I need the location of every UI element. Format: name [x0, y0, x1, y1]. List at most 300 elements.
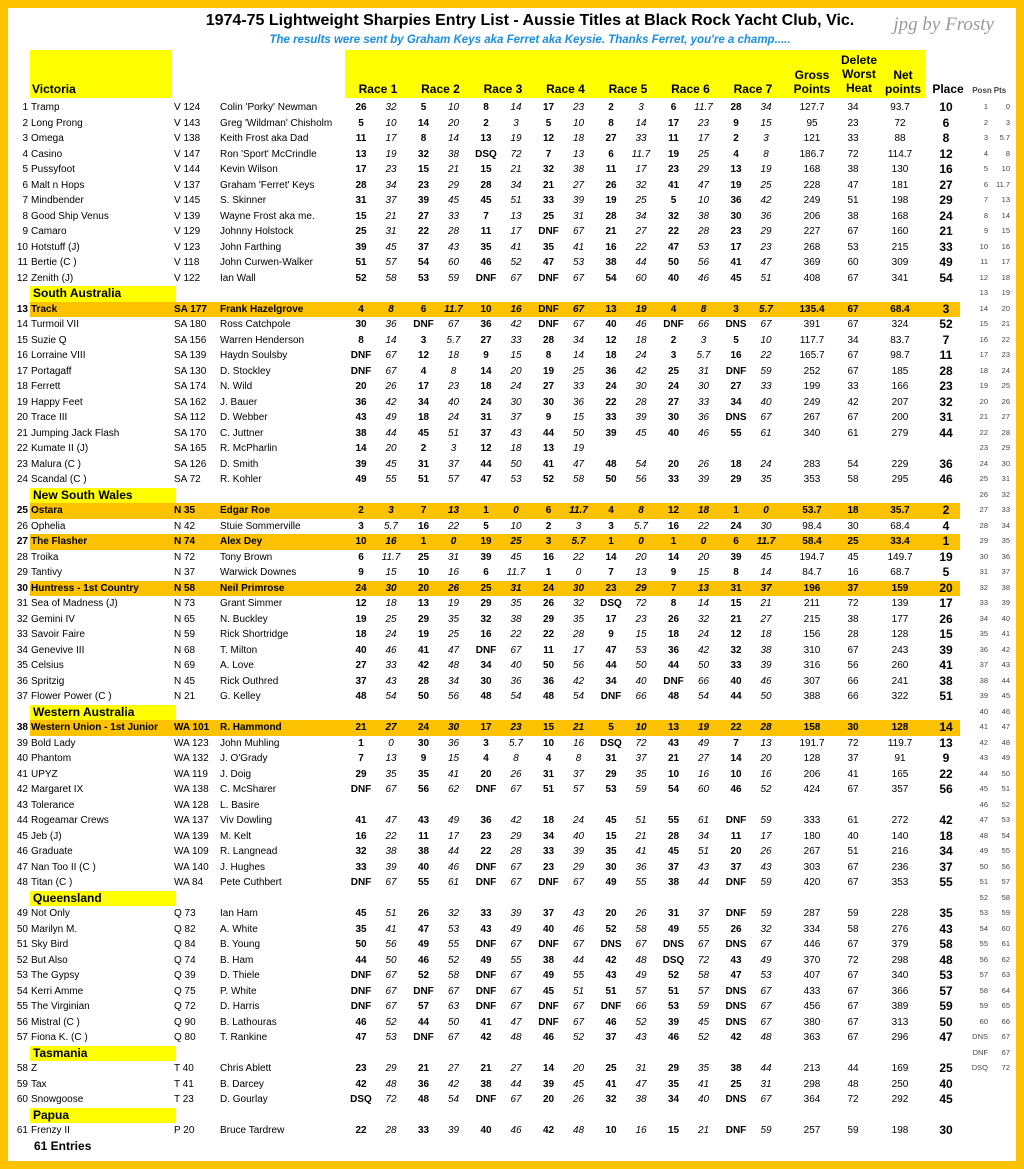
race-position: DNS: [725, 1094, 747, 1105]
race-points: 14: [385, 334, 397, 346]
net-points: 276: [891, 923, 909, 935]
race-position: 26: [605, 179, 617, 191]
boat-name: Snowgoose: [31, 1094, 84, 1105]
race-position: 1: [733, 505, 739, 516]
deleted-heat: 67: [847, 1032, 859, 1043]
race-position: 3: [420, 334, 427, 346]
place-value: 9: [942, 751, 950, 765]
race-points: 23: [572, 102, 585, 113]
table-row: [16, 379, 1016, 395]
race-position: DNF: [663, 675, 684, 687]
net-points: 228: [891, 908, 909, 919]
gross-points: 370: [803, 954, 821, 966]
race-position: 5: [670, 195, 677, 206]
boat-name: But Also: [31, 954, 68, 966]
ref-posn: 53: [979, 908, 988, 917]
place-value: 37: [939, 859, 953, 874]
race-points: 0: [763, 505, 769, 516]
race-position: 6: [545, 505, 552, 516]
race-points: 24: [572, 815, 585, 826]
race-points: 16: [635, 1125, 647, 1136]
table-row: [16, 1015, 1016, 1031]
boat-name: Huntress - 1st Country: [31, 582, 139, 594]
race-points: 32: [635, 179, 647, 191]
section-title: Papua: [30, 1108, 176, 1124]
ref-posn: 56: [979, 954, 988, 964]
race-points: 42: [760, 195, 772, 206]
race-position: 19: [480, 536, 492, 547]
state-header: Victoria: [32, 82, 76, 96]
race-position: 44: [480, 458, 492, 470]
race-position: 29: [542, 613, 555, 625]
race-position: 46: [667, 1032, 680, 1043]
place-value: 42: [939, 813, 953, 827]
race-position: 26: [667, 613, 680, 625]
race-position: 39: [480, 551, 492, 563]
gross-points: 227: [803, 226, 821, 237]
race-position: 7: [733, 737, 739, 749]
race-points: 23: [385, 164, 397, 175]
race-points: 10: [635, 722, 647, 733]
skipper-name: R. McPharlin: [220, 443, 278, 454]
section-title: Tasmania: [30, 1046, 176, 1062]
skipper-name: Rick Outhred: [220, 675, 279, 687]
race-points: 56: [447, 691, 460, 702]
race-position: 28: [480, 179, 492, 191]
net-points: 313: [891, 1016, 909, 1028]
place-value: 13: [939, 735, 953, 750]
race-points: 24: [760, 458, 772, 470]
net-points: 241: [891, 675, 909, 687]
place-value: 19: [939, 549, 953, 564]
skipper-name: R. Kohler: [220, 474, 262, 485]
race-position: 14: [417, 117, 430, 129]
ref-pts: 30: [1001, 458, 1010, 468]
net-points: 91: [894, 753, 906, 764]
race-position: 36: [355, 396, 367, 408]
skipper-name: J. Hughes: [220, 861, 266, 873]
race-position: DSQ: [600, 598, 622, 609]
race-points: 37: [760, 582, 772, 594]
race-points: 11.7: [506, 567, 526, 578]
page-title: 1974-75 Lightweight Sharpies Entry List - Aussie Titles at Black Rock Yacht Club, Vic.: [205, 12, 855, 29]
race-points: 50: [572, 427, 585, 439]
entry-number: 25: [16, 505, 28, 516]
race-points: 23: [760, 241, 772, 253]
race-points: 15: [510, 350, 522, 361]
ref-posn: 57: [979, 970, 988, 979]
skipper-name: Graham 'Ferret' Keys: [220, 179, 315, 191]
ref-posn: 35: [979, 629, 988, 638]
gross-points: 206: [803, 768, 821, 780]
race-points: 62: [447, 784, 460, 795]
boat-name: Long Prong: [31, 117, 83, 129]
skipper-name: D. Thiele: [220, 970, 260, 981]
sail-number: SA 170: [174, 427, 207, 439]
race-position: 16: [355, 830, 367, 842]
skipper-name: Ross Catchpole: [220, 319, 291, 330]
race-position: DNF: [538, 319, 559, 330]
ref-posn: 19: [979, 381, 988, 390]
race-position: 17: [417, 381, 430, 392]
boat-name: Ferrett: [31, 381, 61, 392]
race-points: 35: [447, 613, 460, 625]
entry-number: 30: [16, 582, 28, 594]
race-points: 58: [385, 272, 397, 284]
race-position: 38: [730, 1063, 742, 1074]
credit-text: jpg by Frosty: [893, 14, 994, 35]
race-points: 67: [635, 939, 647, 950]
race-points: 67: [572, 226, 585, 237]
race-position: 42: [355, 1078, 367, 1090]
boat-name: Genevive III: [31, 644, 85, 656]
race-points: 38: [760, 644, 772, 656]
place-value: 32: [939, 394, 953, 409]
race-points: 53: [510, 474, 522, 485]
table-row: [16, 844, 1016, 860]
race-position: 16: [417, 520, 430, 532]
race-points: 45: [572, 1078, 585, 1090]
race-position: 26: [542, 598, 555, 609]
ref-posn: 27: [979, 505, 988, 514]
sail-number: WA 109: [174, 846, 209, 857]
net-points: 181: [891, 179, 909, 191]
race-position: 7: [545, 148, 552, 160]
gross-points: 168: [803, 164, 821, 175]
race-points: 41: [572, 241, 585, 253]
ref-posn: 13: [979, 288, 988, 297]
race-position: 26: [417, 908, 430, 919]
place-value: 28: [939, 363, 953, 378]
sail-number: SA 162: [174, 396, 207, 408]
gross-points: 127.7: [799, 102, 825, 113]
place-value: 59: [939, 999, 953, 1013]
race-points: 67: [572, 1016, 585, 1028]
gross-points: 353: [803, 474, 821, 485]
race-points: 52: [510, 257, 522, 268]
table-row: [16, 643, 1016, 659]
race-points: 25: [697, 148, 710, 160]
race-position: DNF: [475, 1001, 497, 1012]
net-points: 229: [891, 458, 909, 470]
posn-header: Posn: [972, 86, 992, 95]
race-position: 3: [358, 520, 364, 532]
entry-number: 28: [16, 551, 28, 563]
race-position: 52: [667, 970, 680, 981]
race-position: 45: [542, 985, 555, 997]
race-points: 59: [760, 877, 772, 888]
ref-pts: 66: [1001, 1016, 1010, 1026]
race-points: 53: [385, 1032, 397, 1043]
place-value: 8: [942, 131, 950, 145]
race-points: 21: [760, 598, 772, 609]
ref-pts: 20: [1001, 303, 1010, 313]
race-position: 27: [355, 660, 367, 671]
race-position: 49: [355, 474, 367, 485]
gross-points: 267: [803, 412, 821, 423]
place-value: 3: [942, 301, 950, 316]
race-points: 38: [385, 846, 397, 857]
race-position: 36: [542, 675, 555, 687]
race-points: 14: [697, 598, 710, 609]
table-row: [16, 674, 1016, 690]
table-row: [16, 348, 1016, 364]
race-points: 48: [760, 1032, 772, 1043]
deleted-heat: 72: [847, 1094, 859, 1105]
net-points: 298: [891, 954, 909, 966]
race-points: 51: [635, 815, 647, 826]
skipper-name: Neil Primrose: [220, 582, 285, 594]
race-points: 18: [385, 598, 397, 609]
net-points: 68.7: [890, 567, 910, 578]
race-position: 37: [605, 1032, 617, 1043]
race-position: 18: [730, 458, 742, 470]
race-points: 49: [447, 815, 460, 826]
race-points: 16: [447, 567, 460, 578]
race-points: 18: [447, 350, 460, 361]
place-value: 31: [939, 410, 953, 424]
race-points: 8: [513, 753, 519, 764]
skipper-name: Stuie Sommerville: [220, 520, 301, 532]
sail-number: SA 112: [174, 412, 206, 423]
race-points: 57: [385, 257, 397, 268]
race-points: 40: [697, 1094, 710, 1105]
race-position: 22: [667, 226, 680, 237]
race-position: DNF: [725, 908, 747, 919]
race-position: 43: [605, 970, 617, 981]
place-value: 38: [939, 673, 953, 688]
table-row: [16, 178, 1016, 194]
race-points: 13: [572, 148, 585, 160]
race-position: 29: [605, 768, 617, 780]
place-value: 2: [942, 503, 950, 517]
race-position: 4: [608, 505, 614, 516]
net-points: 198: [891, 195, 909, 206]
race-position: 53: [605, 784, 617, 795]
race-position: 31: [542, 768, 555, 780]
race-position: 50: [417, 691, 430, 702]
race-points: 30: [697, 381, 710, 392]
ref-pts: 64: [1001, 985, 1010, 995]
sail-number: WA 132: [174, 753, 209, 764]
net-points: 165: [891, 768, 909, 780]
deleted-heat: 67: [847, 939, 859, 950]
table-row: [16, 441, 1016, 457]
boat-name: Bertie (C ): [31, 257, 77, 268]
race-points: 47: [760, 257, 772, 268]
race-points: 15: [385, 567, 397, 578]
entry-number: 6: [22, 179, 28, 191]
race-points: 22: [572, 551, 585, 563]
race-points: 67: [510, 784, 522, 795]
race-points: 14: [635, 117, 647, 129]
ref-pts: 10: [1001, 164, 1010, 173]
place-value: 20: [939, 580, 953, 595]
race-position: DNF: [725, 815, 747, 826]
deleted-heat: 38: [847, 210, 859, 222]
entry-number: 15: [16, 334, 28, 346]
sail-number: SA 72: [174, 474, 201, 485]
race-position: 21: [605, 226, 617, 237]
race-points: 25: [635, 195, 647, 206]
ref-pts: 55: [1001, 846, 1010, 855]
ref-posn: DNS: [972, 1032, 988, 1041]
net-points: 296: [891, 1032, 909, 1043]
race-position: 43: [480, 923, 492, 935]
delete-header: Delete Worst Heat: [840, 53, 878, 95]
ref-posn: 31: [979, 567, 988, 576]
net-points: 207: [891, 396, 909, 408]
race-points: 41: [510, 241, 522, 253]
boat-name: Graduate: [31, 846, 73, 857]
race-position: 11: [605, 164, 617, 175]
race-position: 27: [417, 210, 430, 222]
race-position: 45: [480, 195, 492, 206]
ref-posn: 55: [979, 939, 988, 948]
ref-pts: 8: [1005, 148, 1010, 158]
race-points: 56: [697, 257, 710, 268]
place-value: 1: [942, 534, 950, 548]
race-points: 47: [385, 815, 397, 826]
net-points: 295: [891, 474, 909, 485]
sail-number: V 122: [174, 272, 201, 284]
race-position: 25: [605, 1063, 617, 1074]
race-points: 33: [510, 334, 522, 346]
ref-posn: 46: [979, 799, 988, 809]
table-row: [16, 1061, 1016, 1077]
ref-posn: 58: [979, 985, 988, 995]
skipper-name: Edgar Roe: [220, 505, 271, 516]
race-position: 28: [355, 179, 367, 191]
race-position: 15: [355, 210, 367, 222]
race-position: 37: [480, 427, 492, 439]
skipper-name: John Curwen-Walker: [220, 257, 313, 268]
deleted-heat: 34: [847, 334, 859, 346]
race-position: 24: [542, 582, 555, 594]
table-row: [16, 301, 960, 318]
race-position: DNF: [725, 365, 747, 377]
race-position: 19: [605, 195, 617, 206]
race-position: 7: [670, 582, 677, 594]
sail-number: T 23: [174, 1094, 194, 1105]
race-position: 33: [605, 412, 617, 423]
race-points: 30: [447, 722, 460, 733]
race-position: 29: [730, 474, 742, 485]
table-row: [16, 580, 960, 597]
race-position: 8: [358, 334, 364, 346]
gross-points: 267: [803, 846, 821, 857]
net-points: 279: [891, 427, 909, 439]
race-position: DNF: [538, 1016, 559, 1028]
place-value: 35: [939, 906, 953, 920]
ref-posn: 15: [979, 319, 988, 328]
sail-number: Q 39: [174, 970, 196, 981]
skipper-name: B. Darcey: [220, 1078, 264, 1090]
gross-points: 298: [803, 1078, 821, 1090]
race-position: 6: [358, 551, 364, 563]
race-position: 5: [358, 117, 364, 129]
boat-name: Hotstuff (J): [31, 241, 80, 253]
race-points: 40: [635, 675, 647, 687]
ref-pts: 51: [1001, 784, 1010, 793]
race-position: DNF: [350, 365, 372, 377]
gross-points: 364: [803, 1094, 821, 1105]
ref-pts: 57: [1001, 877, 1010, 886]
race-points: 47: [635, 1078, 647, 1090]
race-points: 61: [697, 815, 710, 826]
race-position: 44: [542, 427, 555, 439]
race-position: 47: [417, 923, 430, 935]
race-position: 41: [355, 815, 367, 826]
race-position: 21: [730, 613, 742, 625]
entry-number: 1: [22, 102, 28, 113]
race-points: 36: [635, 861, 647, 873]
race-points: 15: [760, 117, 772, 129]
boat-name: Portagaff: [31, 365, 72, 377]
deleted-heat: 16: [847, 567, 859, 578]
race-points: 67: [572, 877, 585, 888]
race-points: 42: [510, 319, 522, 330]
race-points: 45: [760, 551, 772, 563]
boat-name: Troika: [31, 551, 59, 563]
entry-number: 18: [16, 381, 28, 392]
entry-number: 19: [16, 396, 28, 408]
race-position: 42: [730, 1032, 742, 1043]
race-points: 55: [572, 970, 585, 981]
net-points: 139: [891, 598, 909, 609]
table-row: [16, 333, 1016, 349]
gross-points: 206: [803, 210, 821, 222]
deleted-heat: 72: [847, 148, 859, 160]
race-points: 0: [450, 536, 457, 547]
race-points: 44: [510, 1078, 522, 1090]
entry-number: 57: [16, 1032, 28, 1043]
deleted-heat: 61: [847, 427, 859, 439]
gross-points: 211: [804, 598, 820, 609]
race-points: 54: [572, 691, 585, 702]
net-points: 341: [891, 272, 909, 284]
ref-pts: 35: [1001, 536, 1010, 545]
net-header: Net points: [885, 68, 921, 96]
race-points: 67: [447, 319, 460, 330]
gross-points: 186.7: [799, 148, 825, 160]
place-header: Place: [932, 82, 964, 96]
race-points: 55: [447, 939, 460, 950]
race-position: 30: [730, 210, 742, 222]
race-points: 17: [385, 133, 397, 144]
race-position: 23: [417, 179, 430, 191]
race-points: 33: [572, 381, 585, 392]
entry-number: 34: [16, 644, 28, 656]
race-points: 38: [510, 613, 522, 625]
table-row: [16, 364, 1016, 380]
race-points: 50: [447, 1016, 460, 1028]
boat-name: Malt n Hops: [31, 179, 85, 191]
race-points: 49: [510, 923, 522, 935]
net-points: 160: [891, 226, 909, 237]
place-value: 23: [939, 379, 953, 393]
race-points: 67: [385, 350, 397, 361]
race-points: 67: [510, 272, 522, 284]
race-position: 28: [605, 210, 617, 222]
deleted-heat: 48: [847, 1078, 859, 1090]
entry-number: 13: [16, 303, 28, 315]
net-points: 243: [891, 644, 909, 656]
race-position: 25: [730, 1078, 742, 1090]
race-position: 2: [483, 117, 489, 129]
sail-number: T 41: [174, 1078, 194, 1090]
table-row: [16, 116, 1016, 132]
